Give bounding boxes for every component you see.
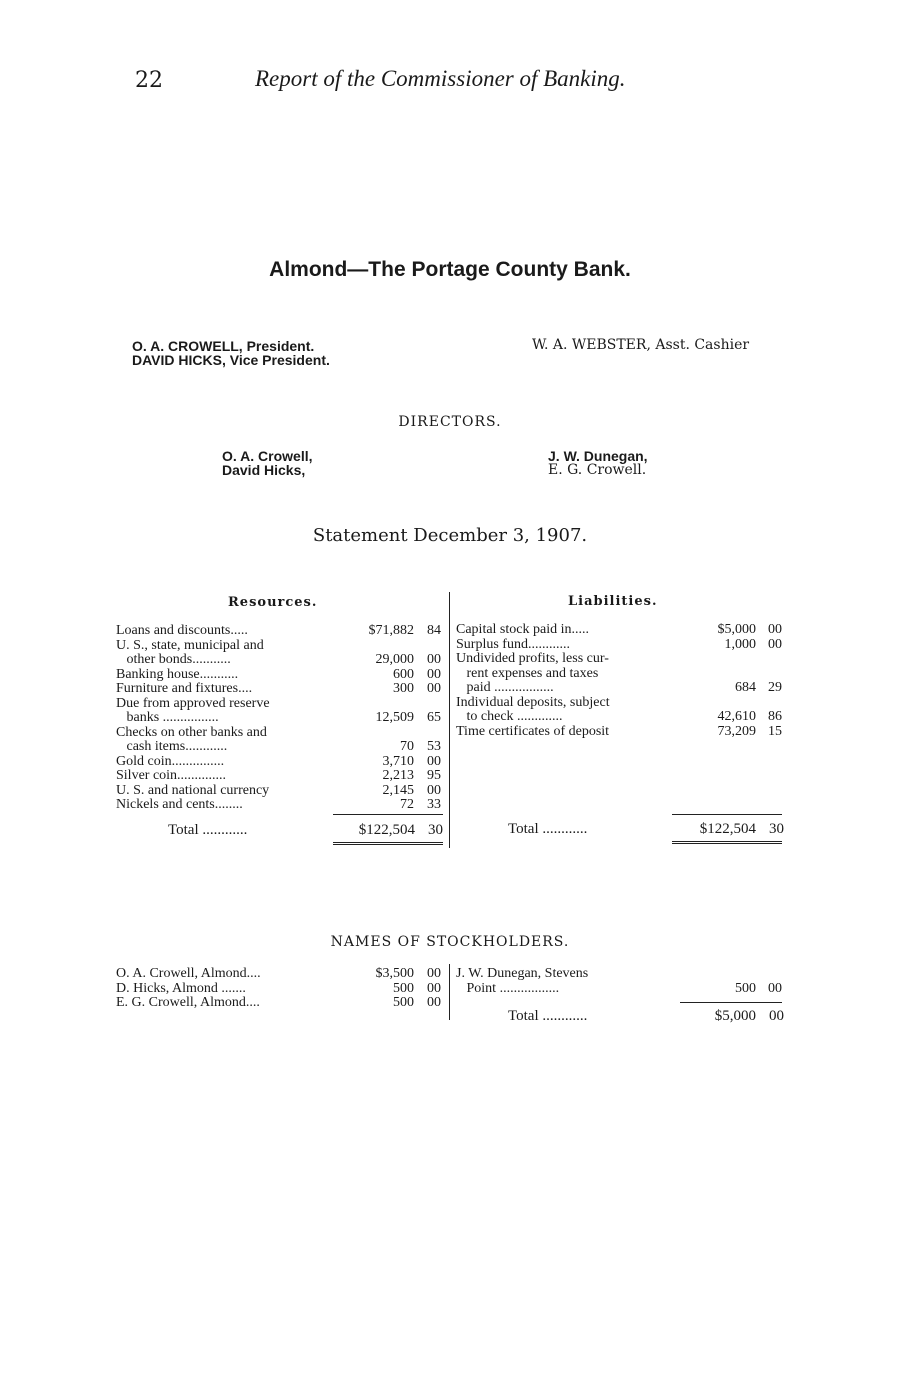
resource-cents: 00	[427, 782, 441, 798]
resource-label: Due from approved reserve	[116, 695, 270, 711]
resource-cents: 00	[427, 652, 441, 667]
liability-row	[456, 696, 786, 711]
resources-total-dollars: $122,504	[358, 822, 415, 838]
liability-row	[456, 652, 786, 667]
liability-cents: 15	[768, 723, 782, 739]
liability-dollars: 684	[735, 680, 756, 695]
resource-row	[116, 624, 446, 639]
director-left-2: David Hicks,	[222, 462, 306, 478]
liability-dollars: 1,000	[724, 636, 756, 652]
resource-row	[116, 798, 446, 813]
stockholder-left-label: D. Hicks, Almond .......	[116, 980, 246, 996]
liability-label: Capital stock paid in.....	[456, 622, 589, 637]
liability-row	[456, 710, 786, 725]
resource-row	[116, 784, 446, 799]
vice-president-name: DAVID HICKS, Vice President.	[132, 352, 330, 368]
resource-label: Nickels and cents........	[116, 797, 243, 812]
liability-label: to check .............	[456, 709, 563, 724]
liabilities-heading: Liabilities.	[568, 594, 658, 609]
resource-label: cash items............	[116, 739, 228, 754]
liability-row	[456, 681, 786, 696]
resource-label: Silver coin..............	[116, 768, 227, 783]
stockholder-left-row	[116, 996, 446, 1011]
resource-dollars: 3,710	[382, 753, 414, 769]
resources-double-rule	[333, 842, 443, 845]
resource-cents: 65	[427, 710, 441, 725]
stockholder-right-row	[456, 967, 786, 982]
stockholder-right-cents: 00	[768, 980, 782, 996]
resource-row	[116, 697, 446, 712]
resource-row	[116, 740, 446, 755]
stockholder-left-dollars: 500	[393, 980, 414, 996]
resource-dollars: 72	[400, 797, 414, 812]
resource-label: U. S. and national currency	[116, 782, 270, 798]
resource-dollars: 12,509	[375, 710, 414, 725]
liability-cents: 29	[768, 680, 782, 695]
director-right-1: J. W. Dunegan,	[548, 448, 648, 464]
stockholders-heading: NAMES OF STOCKHOLDERS.	[330, 934, 570, 950]
stockholders-left-table	[116, 967, 446, 1011]
liabilities-total-dollars: $122,504	[699, 821, 756, 837]
stockholders-total-label: Total ............	[508, 1008, 588, 1024]
stockholder-left-cents: 00	[427, 980, 441, 996]
resource-row	[116, 653, 446, 668]
resource-dollars: 70	[400, 739, 414, 754]
resource-label: U. S., state, municipal and	[116, 637, 264, 653]
stockholder-left-row	[116, 982, 446, 997]
stockholders-total-dollars: $5,000	[714, 1008, 756, 1024]
stockholders-total-cents: 00	[769, 1008, 784, 1024]
liability-label: Undivided profits, less cur-	[456, 651, 609, 666]
liability-dollars: 42,610	[717, 709, 756, 724]
liability-label: Surplus fund............	[456, 636, 570, 652]
resource-dollars: 2,213	[382, 768, 414, 783]
stockholder-left-cents: 00	[427, 966, 441, 981]
resource-cents: 00	[427, 666, 441, 682]
director-left-1: O. A. Crowell,	[222, 448, 313, 464]
liabilities-total-cents: 30	[769, 821, 784, 837]
resource-dollars: 2,145	[382, 782, 414, 798]
liability-dollars: $5,000	[717, 622, 756, 637]
liability-row	[456, 667, 786, 682]
resource-label: Banking house...........	[116, 666, 239, 682]
resource-label: Loans and discounts.....	[116, 623, 248, 638]
cashier-name: W. A. WEBSTER, Asst. Cashier	[532, 337, 750, 353]
statement-date: Statement December 3, 1907.	[312, 525, 588, 546]
resource-dollars: 300	[393, 681, 414, 696]
resource-row	[116, 682, 446, 697]
resources-heading: Resources.	[228, 595, 318, 610]
liability-dollars: 73,209	[717, 723, 756, 739]
resource-row	[116, 668, 446, 683]
liability-row	[456, 638, 786, 653]
resources-total-cents: 30	[428, 822, 443, 838]
resource-label: banks ................	[116, 710, 219, 725]
resource-row	[116, 755, 446, 770]
resource-cents: 00	[427, 753, 441, 769]
stockholder-right-dollars: 500	[735, 980, 756, 996]
stockholders-divider	[449, 964, 450, 1020]
liability-label: Time certificates of deposit	[456, 723, 610, 739]
resource-dollars: 600	[393, 666, 414, 682]
liabilities-total-rule	[672, 814, 782, 815]
stockholders-right-table	[456, 967, 786, 996]
stockholder-left-label: E. G. Crowell, Almond....	[116, 995, 260, 1010]
stockholder-right-label: J. W. Dunegan, Stevens	[456, 966, 589, 981]
resource-label: Checks on other banks and	[116, 724, 267, 740]
stockholder-right-row	[456, 982, 786, 997]
resource-label: Gold coin...............	[116, 753, 225, 769]
stockholder-left-row	[116, 967, 446, 982]
stockholders-total-rule	[680, 1002, 782, 1003]
resource-row	[116, 769, 446, 784]
resource-cents: 84	[427, 623, 441, 638]
liabilities-table	[456, 623, 786, 739]
liabilities-double-rule	[672, 841, 782, 844]
liability-cents: 00	[768, 622, 782, 637]
liability-label: Individual deposits, subject	[456, 694, 610, 710]
resources-total-label: Total ............	[168, 822, 248, 838]
bank-title: Almond—The Portage County Bank.	[269, 258, 631, 281]
president-name: O. A. CROWELL, President.	[132, 338, 315, 354]
liability-row	[456, 725, 786, 740]
stockholder-left-dollars: $3,500	[375, 966, 414, 981]
resource-cents: 53	[427, 739, 441, 754]
liability-label: rent expenses and taxes	[456, 665, 599, 681]
liability-cents: 86	[768, 709, 782, 724]
liability-row	[456, 623, 786, 638]
resource-row	[116, 726, 446, 741]
resource-cents: 00	[427, 681, 441, 696]
liability-cents: 00	[768, 636, 782, 652]
page-number: 22	[135, 68, 163, 93]
resources-total-rule	[333, 814, 443, 815]
resource-cents: 95	[427, 768, 441, 783]
stockholder-left-label: O. A. Crowell, Almond....	[116, 966, 261, 981]
resource-dollars: 29,000	[375, 652, 414, 667]
running-title: Report of the Commissioner of Banking.	[255, 66, 626, 91]
directors-heading: DIRECTORS.	[398, 414, 502, 430]
liability-label: paid .................	[456, 680, 554, 695]
liabilities-total-label: Total ............	[508, 821, 588, 837]
stockholder-left-cents: 00	[427, 995, 441, 1010]
resource-dollars: $71,882	[368, 623, 414, 638]
stockholder-left-dollars: 500	[393, 995, 414, 1010]
resource-cents: 33	[427, 797, 441, 812]
stockholder-right-label: Point .................	[456, 980, 560, 996]
resource-row	[116, 711, 446, 726]
resource-row	[116, 639, 446, 654]
resource-label: other bonds...........	[116, 652, 231, 667]
resources-table	[116, 624, 446, 813]
column-divider	[449, 592, 450, 848]
resource-label: Furniture and fixtures....	[116, 681, 253, 696]
director-right-2: E. G. Crowell.	[548, 462, 647, 478]
